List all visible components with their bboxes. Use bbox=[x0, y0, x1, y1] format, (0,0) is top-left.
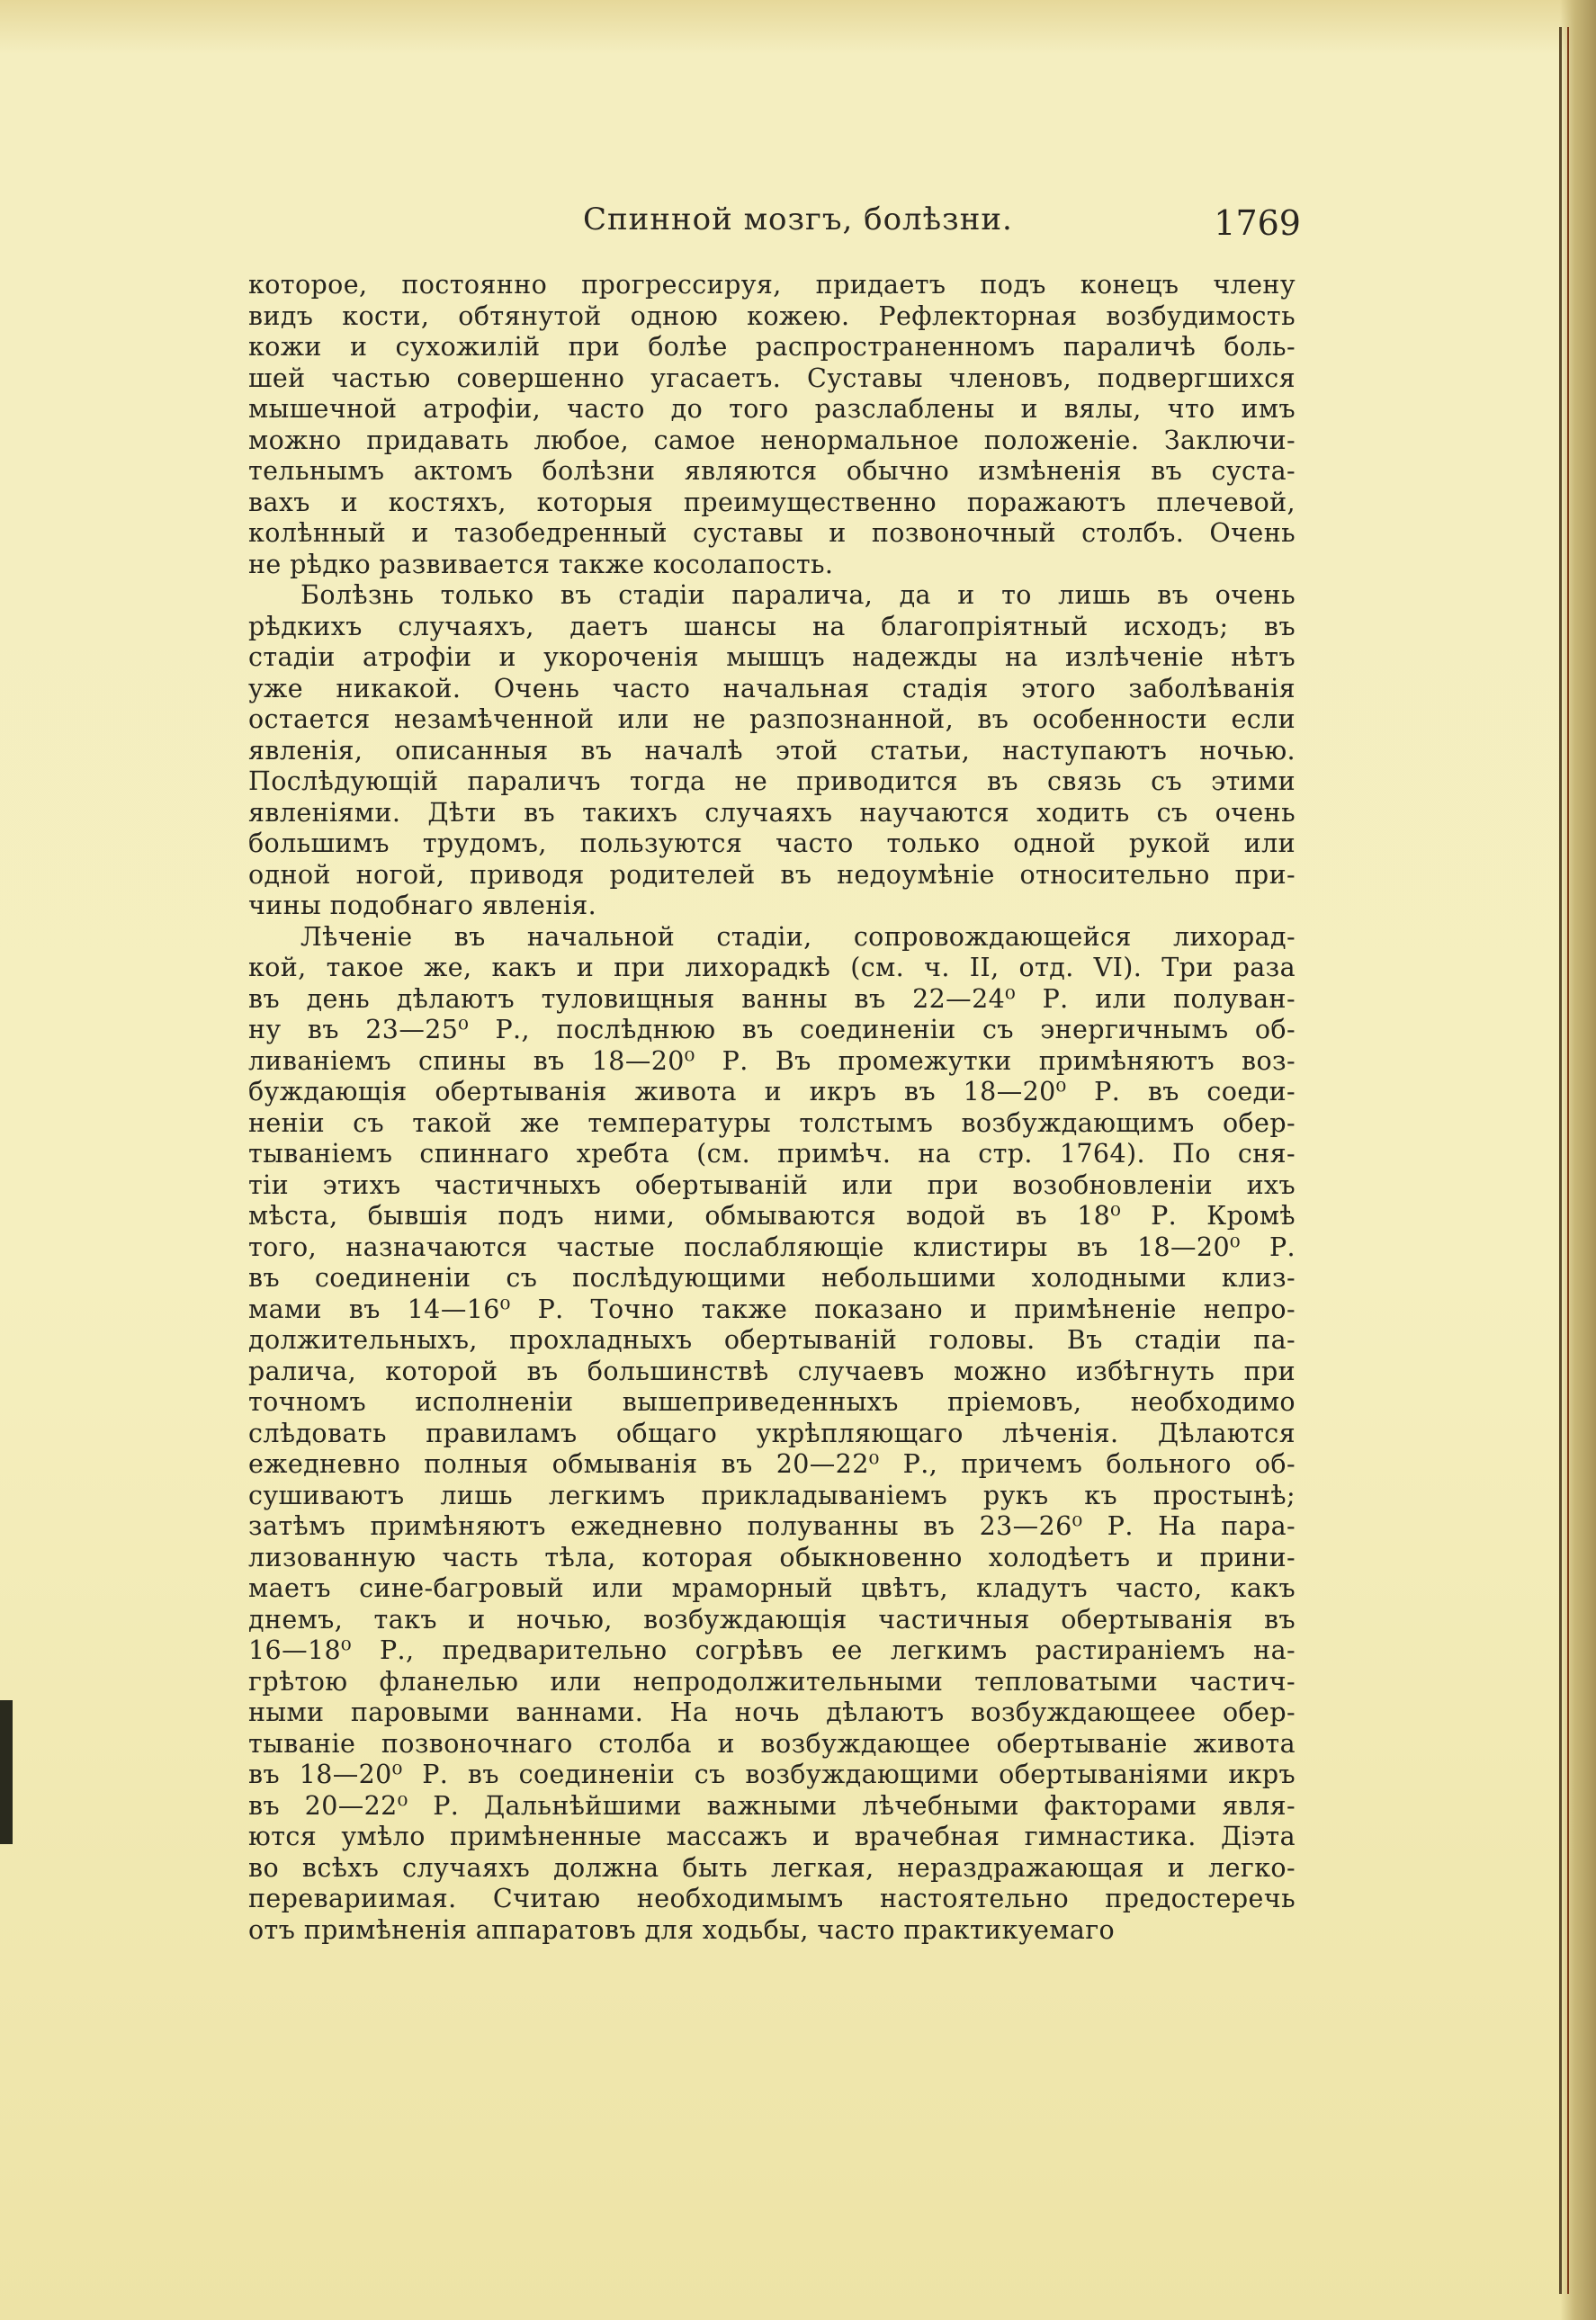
text-line: тываніе позвоночнаго столба и возбуждающее обертываніе живота bbox=[248, 1728, 1296, 1759]
running-header bbox=[248, 196, 1301, 250]
text-line: явленіями. Дѣти въ такихъ случаяхъ научаются ходить съ очень bbox=[248, 797, 1296, 828]
text-line: днемъ, такъ и ночью, возбуждающія частичныя обертыванія въ bbox=[248, 1604, 1296, 1635]
text-line: ются умѣло примѣненные массажъ и врачебная гимнастика. Діэта bbox=[248, 1822, 1296, 1851]
text-line: въ 20—22⁰ Р. Дальнѣйшими важными лѣчебными факторами явля- bbox=[248, 1790, 1296, 1821]
text-line: буждающія обертыванія живота и икръ въ 18—20⁰ Р. въ соеди- bbox=[248, 1077, 1296, 1106]
body-text bbox=[248, 270, 1296, 1946]
text-line: тіи этихъ частичныхъ обертываній или при возобновленіи ихъ bbox=[248, 1169, 1296, 1200]
text-line: ралича, которой въ большинствѣ случаевъ можно избѣгнуть при bbox=[248, 1356, 1296, 1386]
text-line: одной ногой, приводя родителей въ недоумѣніе относительно при- bbox=[248, 859, 1296, 890]
text-line: которое, постоянно прогрессируя, придаетъ подъ конецъ члену bbox=[248, 270, 1296, 300]
text-line: должительныхъ, прохладныхъ обертываній головы. Въ стадіи па- bbox=[248, 1325, 1296, 1355]
text-line: въ соединеніи съ послѣдующими небольшими холодными клиз- bbox=[248, 1263, 1296, 1293]
text-line: кожи и сухожилій при болѣе распространенномъ параличѣ боль- bbox=[248, 332, 1296, 362]
text-line: кой, такое же, какъ и при лихорадкѣ (см. ч. II, отд. VI). Три раза bbox=[248, 953, 1296, 982]
text-line: уже никакой. Очень часто начальная стадія этого заболѣванія bbox=[248, 673, 1296, 703]
text-line: мышечной атрофіи, часто до того разслаблены и вялы, что имъ bbox=[248, 394, 1296, 424]
text-line: тываніемъ спиннаго хребта (см. примѣч. на стр. 1764). По сня- bbox=[248, 1139, 1296, 1169]
binding-line bbox=[1559, 27, 1562, 2294]
text-line: вахъ и костяхъ, которыя преимущественно поражаютъ плечевой, bbox=[248, 487, 1296, 517]
header-title: Спинной мозгъ, болѣзни. bbox=[583, 202, 1013, 237]
text-line: во всѣхъ случаяхъ должна быть легкая, нераздражающая и легко- bbox=[248, 1852, 1296, 1883]
scan-margin-mark bbox=[0, 1700, 13, 1844]
text-line: чины подобнаго явленія. bbox=[248, 891, 597, 920]
text-line: колѣнный и тазобедренный суставы и позвоночный столбъ. Очень bbox=[248, 518, 1296, 548]
text-line: лизованную часть тѣла, которая обыкновенно холодѣетъ и прини- bbox=[248, 1542, 1296, 1572]
text-line: ными паровыми ваннами. На ночь дѣлаютъ возбуждающеее обер- bbox=[248, 1697, 1296, 1727]
text-line: 16—18⁰ Р., предварительно согрѣвъ ее легкимъ растираніемъ на- bbox=[248, 1635, 1296, 1665]
text-line: затѣмъ примѣняютъ ежедневно полуванны въ 23—26⁰ Р. На пара- bbox=[248, 1511, 1296, 1541]
text-line: стадіи атрофіи и укороченія мышцъ надежды на излѣченіе нѣтъ bbox=[248, 642, 1296, 672]
text-line: маетъ сине-багровый или мраморный цвѣтъ, кладутъ часто, какъ bbox=[248, 1573, 1296, 1603]
page-number: 1769 bbox=[1214, 203, 1301, 243]
text-line: неніи съ такой же температуры толстымъ возбуждающимъ обер- bbox=[248, 1107, 1296, 1138]
text-line: мами въ 14—16⁰ Р. Точно также показано и примѣненіе непро- bbox=[248, 1294, 1296, 1324]
text-line: видъ кости, обтянутой одною кожею. Рефлекторная возбудимость bbox=[248, 300, 1296, 331]
text-line: Болѣзнь только въ стадіи паралича, да и то лишь въ очень bbox=[300, 580, 1296, 610]
text-line: мѣста, бывшія подъ ними, обмываются водой въ 18⁰ Р. Кромѣ bbox=[248, 1201, 1296, 1231]
text-line: шей частью совершенно угасаетъ. Суставы членовъ, подвергшихся bbox=[248, 363, 1296, 393]
text-line: не рѣдко развивается также косолапость. bbox=[248, 549, 834, 579]
text-line: рѣдкихъ случаяхъ, даетъ шансы на благопріятный исходъ; въ bbox=[248, 611, 1296, 641]
text-line: Послѣдующій параличъ тогда не приводится въ связь съ этими bbox=[248, 766, 1296, 796]
text-line: отъ примѣненія аппаратовъ для ходьбы, часто практикуемаго bbox=[248, 1914, 1116, 1945]
text-line: перевариимая. Считаю необходимымъ настоятельно предостеречь bbox=[248, 1884, 1296, 1913]
text-line: грѣтою фланелью или непродолжительными тепловатыми частич- bbox=[248, 1666, 1296, 1697]
text-line: ежедневно полныя обмыванія въ 20—22⁰ Р., причемъ больного об- bbox=[248, 1449, 1296, 1479]
paragraph bbox=[248, 270, 1296, 580]
text-line: въ 18—20⁰ Р. въ соединеніи съ возбуждающими обертываніями икръ bbox=[248, 1760, 1296, 1789]
text-line: сушиваютъ лишь легкимъ прикладываніемъ рукъ къ простынѣ; bbox=[248, 1480, 1296, 1510]
text-line: въ день дѣлаютъ туловищныя ванны въ 22—24⁰ Р. или полуван- bbox=[248, 983, 1296, 1014]
text-line: ливаніемъ спины въ 18—20⁰ Р. Въ промежутки примѣняютъ воз- bbox=[248, 1045, 1296, 1076]
text-line: точномъ исполненіи вышеприведенныхъ пріемовъ, необходимо bbox=[248, 1387, 1296, 1417]
binding-edge bbox=[1560, 0, 1596, 2320]
binding-line-red bbox=[1567, 27, 1569, 2294]
text-line: остается незамѣченной или не разпознанной, въ особенности если bbox=[248, 704, 1296, 734]
paragraph bbox=[248, 580, 1296, 922]
text-line: явленія, описанныя въ началѣ этой статьи, наступаютъ ночью. bbox=[248, 735, 1296, 766]
text-line: ну въ 23—25⁰ Р., послѣднюю въ соединеніи съ энергичнымъ об- bbox=[248, 1015, 1296, 1044]
text-line: Лѣченіе въ начальной стадіи, сопровождающейся лихорад- bbox=[300, 921, 1296, 952]
text-line: можно придавать любое, самое ненормальное положеніе. Заключи- bbox=[248, 425, 1296, 455]
text-line: большимъ трудомъ, пользуются часто только одной рукой или bbox=[248, 829, 1296, 858]
text-line: тельнымъ актомъ болѣзни являются обычно измѣненія въ суста- bbox=[248, 456, 1296, 486]
page-stain bbox=[0, 0, 1596, 54]
paragraph bbox=[248, 922, 1296, 1947]
text-line: слѣдовать правиламъ общаго укрѣпляющаго лѣченія. Дѣлаются bbox=[248, 1418, 1296, 1448]
text-line: того, назначаются частые послабляющіе клистиры въ 18—20⁰ Р. bbox=[248, 1232, 1296, 1262]
